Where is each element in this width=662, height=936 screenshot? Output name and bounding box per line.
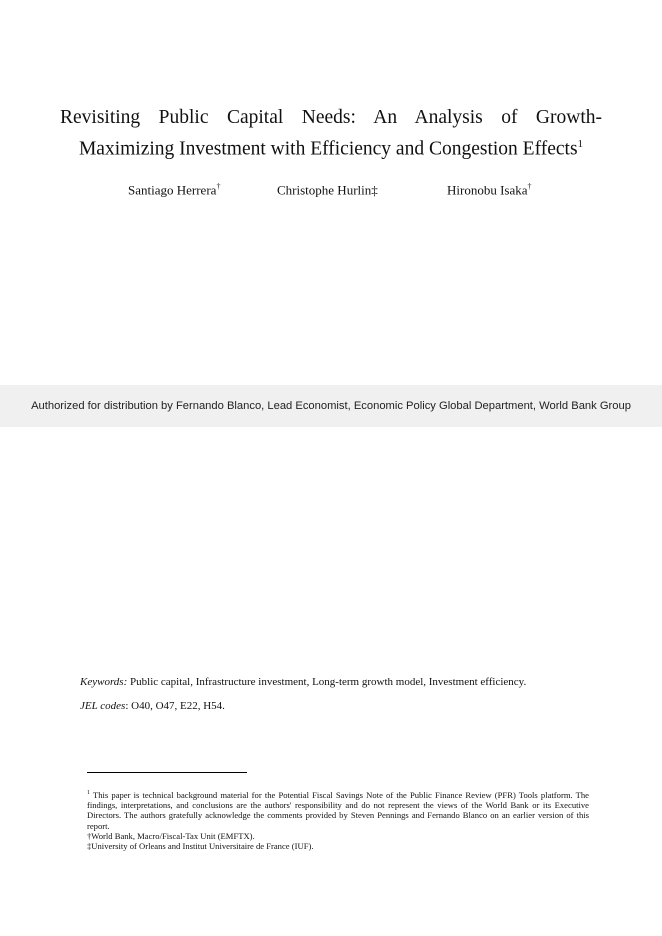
keywords-text: Public capital, Infrastructure investment, Long-term growth model, Investment efficiency. — [127, 676, 527, 688]
author-hurlin — [277, 182, 378, 198]
author-affiliation-mark: † — [527, 182, 532, 191]
author-affiliation-mark: † — [216, 182, 221, 191]
distribution-banner — [0, 385, 662, 427]
jel-text: : O40, O47, E22, H54. — [125, 700, 225, 712]
author-isaka — [447, 182, 532, 198]
author-herrera — [128, 182, 220, 198]
author-name: Hironobu Isaka — [447, 182, 528, 198]
footnote-3: ‡University of Orleans and Institut Universitaire de France (IUF). — [87, 841, 314, 852]
keywords — [80, 676, 526, 688]
title-footnote-mark: 1 — [577, 138, 584, 150]
title-line-2-text: Maximizing Investment with Efficiency and Congestion Effects — [78, 138, 578, 160]
author-name: Christophe Hurlin‡ — [277, 182, 378, 198]
distribution-note: Authorized for distribution by Fernando Blanco, Lead Economist, Economic Policy Global Department, World Bank Group — [31, 400, 631, 412]
keywords-label: Keywords: — [80, 676, 128, 688]
title-line-1: Revisiting Public Capital Needs: An Analysis of Growth- — [60, 107, 602, 128]
title-line-2 — [60, 131, 602, 163]
jel-codes — [80, 700, 225, 712]
author-name: Santiago Herrera — [128, 182, 217, 198]
footnotes — [87, 788, 589, 852]
footnote-divider — [87, 772, 247, 773]
jel-label: JEL codes — [80, 700, 126, 712]
footnote-2: †World Bank, Macro/Fiscal-Tax Unit (EMFTX). — [87, 831, 255, 842]
footnote-1-mark: 1 — [87, 790, 90, 796]
footnote-1-text: This paper is technical background material for the Potential Fiscal Savings Note of the Public Finance Review (PFR) Tools platform. The findings, interpretations, and conclusions are the authors' responsibility and do not represent the views of the World Bank or its Executive Directors. The authors gratefully acknowledge the comments provided by Steven Pennings and Fernando Blanco on an earlier version of this report. — [87, 789, 589, 831]
footnote-1 — [87, 788, 589, 831]
paper-title — [60, 104, 602, 163]
